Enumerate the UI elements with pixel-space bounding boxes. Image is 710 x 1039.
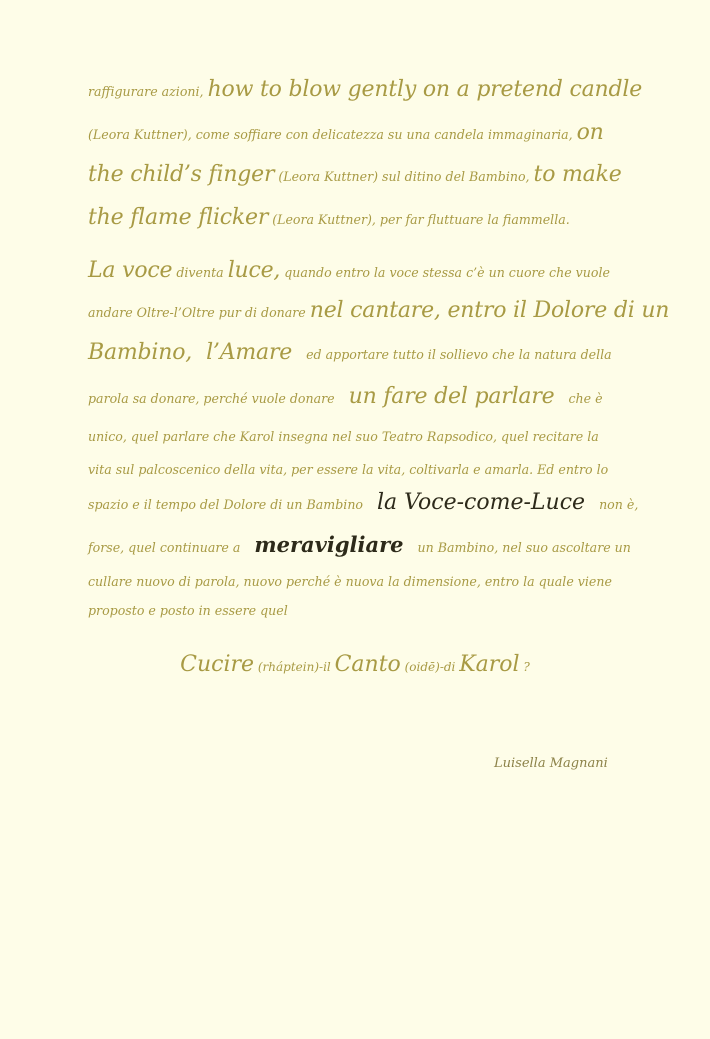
text-line bbox=[88, 332, 644, 376]
text-line bbox=[88, 482, 644, 524]
emphasis-phrase: Bambino, bbox=[88, 340, 193, 365]
text-line: vita sul palcoscenico della vita, per essere la vita, coltivarla e amarla. Ed entro lo bbox=[88, 462, 609, 477]
text-line bbox=[88, 376, 644, 416]
author-signature: Luisella Magnani bbox=[494, 756, 608, 771]
text-line: cullare nuovo di parola, nuovo perché è nuova la dimensione, entro la quale viene bbox=[88, 574, 612, 589]
text-line: unico, quel parlare che Karol insegna nel suo Teatro Rapsodico, quel recitare la bbox=[88, 429, 599, 444]
text-run: diventa bbox=[172, 265, 228, 280]
text-run: spazio e il tempo del Dolore di un Bambino bbox=[88, 497, 364, 512]
text-run: che è bbox=[568, 391, 603, 406]
text-run: andare Oltre-l’Oltre pur di donare bbox=[88, 305, 310, 320]
text-line: proposto e posto in essere quel bbox=[88, 603, 288, 618]
emphasis-phrase: Karol bbox=[459, 652, 520, 677]
emphasis-phrase: on the child’s finger bbox=[88, 119, 604, 187]
emphasis-phrase: un fare del parlare bbox=[348, 384, 555, 409]
emphasis-phrase: luce, bbox=[227, 258, 281, 283]
text-run: ed apportare tutto il sollievo che la natura della bbox=[306, 347, 612, 362]
text-run: parola sa donare, perché vuole donare bbox=[88, 391, 335, 406]
text-run: un Bambino, nel suo ascoltare un bbox=[417, 540, 631, 555]
emphasis-phrase: La voce bbox=[88, 258, 173, 283]
emphasis-phrase: nel cantare, entro il Dolore di un bbox=[309, 298, 670, 323]
paragraph-voce-luce bbox=[88, 250, 670, 620]
text-run: quando entro la voce stessa c’è un cuore che vuole bbox=[280, 265, 610, 280]
emphasis-phrase-dark: meravigliare bbox=[254, 532, 404, 557]
emphasis-phrase: how to blow gently on a pretend candle bbox=[207, 77, 643, 102]
text-run: (rháptein)-il bbox=[254, 660, 335, 674]
text-line bbox=[88, 250, 644, 290]
closing-question bbox=[0, 652, 710, 677]
emphasis-phrase-dark: la Voce-come-Luce bbox=[377, 490, 586, 515]
text-run: (Leora Kuttner), per far fluttuare la fiammella. bbox=[268, 211, 570, 227]
emphasis-phrase: to make the flame flicker bbox=[88, 162, 622, 230]
paragraph-candle bbox=[88, 70, 644, 240]
text-run: forse, quel continuare a bbox=[88, 540, 241, 555]
emphasis-phrase: Canto bbox=[334, 652, 401, 677]
emphasis-phrase: Cucire bbox=[180, 652, 255, 677]
text-run: raffigurare azioni, bbox=[88, 84, 208, 99]
text-run: (Leora Kuttner), come soffiare con delicatezza su una candela immaginaria, bbox=[88, 126, 577, 142]
text-run: (Leora Kuttner) sul ditino del Bambino, bbox=[274, 169, 534, 184]
text-run: ? bbox=[519, 660, 530, 674]
emphasis-phrase: l’Amare bbox=[206, 340, 293, 365]
text-line bbox=[88, 524, 644, 561]
text-line bbox=[88, 290, 670, 332]
text-run: (oidē)-di bbox=[400, 660, 460, 674]
text-run: non è, bbox=[599, 497, 639, 512]
